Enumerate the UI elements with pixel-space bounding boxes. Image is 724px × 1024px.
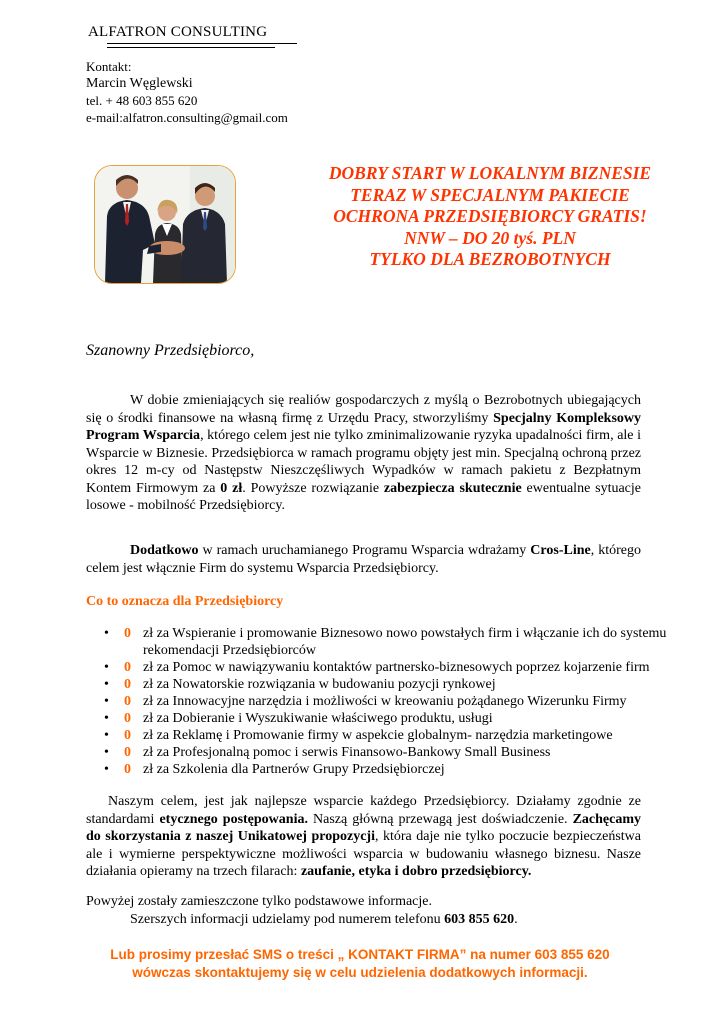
list-item-text: zł za Profesjonalną pomoc i serwis Finansowo-Bankowy Small Business <box>143 745 551 760</box>
intro-paragraph <box>86 392 641 515</box>
list-item-text: zł za Dobieranie i Wyszukiwanie właściwego produktu, usługi <box>143 711 493 726</box>
list-item <box>104 676 674 693</box>
closing-line-2-text: Szerszych informacji udzielamy pod numerem telefonu <box>130 911 445 927</box>
list-item-text: zł za Nowatorskie rozwiązania w budowaniu pozycji rynkowej <box>143 677 496 692</box>
para3-text-3: , która daje nie tylko poczucie bezpieczeństwa ale i wymierne perspektywiczne możliwości wsparcia w budowaniu własnego biznesu. Nasze działania opieramy na trzech filarach: <box>86 829 641 879</box>
mission-paragraph <box>86 793 641 881</box>
list-item <box>104 693 674 710</box>
closing-line-2 <box>86 911 641 929</box>
para3-text-1: Naszym celem, jest jak najlepsze wsparcie każdego Przedsiębiorcy. Działamy zgodnie ze standardami <box>86 794 641 827</box>
business-people-illustration <box>95 166 235 283</box>
contact-label: Kontakt: <box>86 59 132 74</box>
benefits-heading: Co to oznacza dla Przedsiębiorcy <box>86 594 284 609</box>
zero-value: 0 <box>124 677 131 692</box>
para3-bold-encourage: Zachęcamy do skorzystania z naszej Unikatowej propozycji <box>86 811 641 844</box>
list-item-text: zł za Innowacyjne narzędzia i możliwości w kreowaniu pożądanego Wizerunku Firmy <box>143 694 627 709</box>
contact-email: e-mail:alfatron.consulting@gmail.com <box>86 110 288 125</box>
bullet-icon: • <box>104 660 109 675</box>
letterhead-rule-bottom <box>107 47 275 48</box>
bullet-icon: • <box>104 711 109 726</box>
sms-call-to-action <box>80 946 640 982</box>
contact-name: Marcin Węglewski <box>86 76 193 91</box>
para2-bold-dodatkowo: Dodatkowo <box>130 543 199 558</box>
headline-line-2: TERAZ W SPECJALNYM PAKIECIE <box>350 184 630 205</box>
list-item <box>104 625 674 659</box>
para2-text-1: w ramach uruchamianego Programu Wsparcia wdrażamy <box>198 543 531 558</box>
headline-line-4: NNW – DO 20 tyś. PLN <box>404 227 576 248</box>
business-handshake-photo <box>94 165 236 284</box>
bullet-icon: • <box>104 694 109 709</box>
bullet-icon: • <box>104 745 109 760</box>
zero-value: 0 <box>124 728 131 743</box>
list-item-text: zł za Wspieranie i promowanie Biznesowo nowo powstałych firm i włączanie ich do systemu rekomendacji Przedsiębiorców <box>143 626 667 658</box>
benefits-list <box>104 625 674 778</box>
para1-bold-secure: zabezpiecza skutecznie <box>383 480 522 496</box>
sms-line-1: Lub prosimy przesłać SMS o treści „ KONTAKT FIRMA” na numer 603 855 620 <box>110 947 610 962</box>
para3-bold-pillars: zaufanie, etyka i dobro przedsiębiorcy. <box>300 864 532 879</box>
para3-bold-ethics: etycznego postępowania. <box>159 811 308 827</box>
para1-text-2: , którego celem jest nie tylko zminimalizowanie ryzyka upadalności firm, ale i Wsparcie w Biznesie. Przedsiębiorca w ramach programu objęty jest min. Specjalną ochroną przez okres 12 m-cy od Następstw Nieszczęśliwych Wypadków w ramach pakietu z Bezpłatnym Kontem Firmowym za <box>86 428 642 496</box>
para1-text-1: W dobie zmieniających się realiów gospodarczych z myślą o Bezrobotnych ubiegających się o środki finansowe na własną firmę z Urzędu Pracy, stworzyliśmy <box>86 393 641 426</box>
list-item <box>104 761 674 778</box>
para3-text-2: Naszą główną przewagą jest doświadczenie. <box>307 811 573 827</box>
list-item <box>104 659 674 676</box>
closing-period: . <box>514 911 518 927</box>
contact-block <box>86 58 288 126</box>
para1-bold-price: 0 zł <box>220 480 243 496</box>
zero-value: 0 <box>124 762 131 777</box>
closing-phone: 603 855 620 <box>444 911 515 927</box>
para1-bold-program: Specjalny Kompleksowy Program Wsparcia <box>86 410 642 443</box>
headline-line-5: TYLKO DLA BEZROBOTNYCH <box>369 249 611 269</box>
para2-bold-crosline: Cros-Line <box>530 543 591 558</box>
list-item-text: zł za Szkolenia dla Partnerów Grupy Przedsiębiorczej <box>143 762 445 777</box>
zero-value: 0 <box>124 660 131 675</box>
headline-line-3: OCHRONA PRZEDSIĘBIORCY GRATIS! <box>333 206 647 226</box>
closing-line-1: Powyżej zostały zamieszczone tylko podstawowe informacje. <box>86 894 432 909</box>
list-item <box>104 744 674 761</box>
bullet-icon: • <box>104 626 109 641</box>
closing-paragraph <box>86 893 641 928</box>
bullet-icon: • <box>104 677 109 692</box>
zero-value: 0 <box>124 626 131 641</box>
letterhead-rule-top <box>107 43 297 44</box>
list-item <box>104 727 674 744</box>
zero-value: 0 <box>124 711 131 726</box>
list-item <box>104 710 674 727</box>
headline-line-1: DOBRY START W LOKALNYM BIZNESIE <box>328 163 652 183</box>
promo-headline <box>290 163 690 271</box>
additional-paragraph <box>86 542 641 577</box>
zero-value: 0 <box>124 745 131 760</box>
bullet-icon: • <box>104 728 109 743</box>
list-item-text: zł za Reklamę i Promowanie firmy w aspekcie globalnym- narzędzia marketingowe <box>143 728 613 743</box>
para2-text-2: , którego celem jest włącznie Firm do systemu Wsparcia Przedsiębiorcy. <box>86 543 641 576</box>
company-name: ALFATRON CONSULTING <box>88 24 268 40</box>
list-item-text: zł za Pomoc w nawiązywaniu kontaktów partnersko-biznesowych poprzez kojarzenie firm <box>143 660 650 675</box>
contact-phone: tel. + 48 603 855 620 <box>86 93 198 108</box>
greeting: Szanowny Przedsiębiorco, <box>86 342 255 359</box>
bullet-icon: • <box>104 762 109 777</box>
sms-line-2: wówczas skontaktujemy się w celu udzielenia dodatkowych informacji. <box>132 965 588 980</box>
para1-text-4: ewentualne sytuacje losowe - mobilność Przedsiębiorcy. <box>86 480 642 513</box>
para1-text-3: . Powyższe rozwiązanie <box>242 480 384 496</box>
zero-value: 0 <box>124 694 131 709</box>
